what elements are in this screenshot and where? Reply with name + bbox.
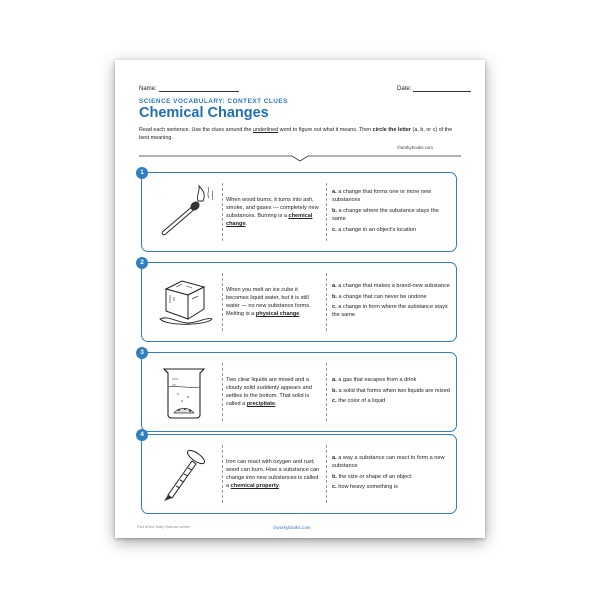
column-separator <box>326 445 327 503</box>
choice-c[interactable]: c. the color of a liquid <box>332 398 386 405</box>
choice-a[interactable]: a. a change that makes a brand-new substance <box>332 282 450 289</box>
credit-text: ©workybooks.com <box>397 145 433 150</box>
column-separator <box>222 273 223 331</box>
question-number-badge: 4 <box>136 429 148 441</box>
column-separator <box>326 273 327 331</box>
question-number-badge: 2 <box>136 257 148 269</box>
question-passage: When you melt an ice cube it becomes liquid water, but it is still water — no new substance forms. Melting is a physical change. <box>226 286 311 318</box>
name-label: Name: <box>139 86 157 92</box>
choice-b[interactable]: b. the size or shape of an object <box>332 473 412 480</box>
choice-c[interactable]: c. a change in an object's location <box>332 226 417 233</box>
vocabulary-term: precipitate <box>246 401 276 408</box>
footer-credit-link[interactable]: ©workybooks.com <box>273 525 311 530</box>
question-card-3 <box>140 349 457 432</box>
answer-choices <box>332 263 450 341</box>
underlined-word: underlined <box>252 127 279 133</box>
choice-c[interactable]: c. a change in form where the substance stays the same <box>332 304 448 319</box>
column-separator <box>326 363 327 421</box>
vocabulary-term: chemical change <box>226 213 313 228</box>
answer-choices <box>332 435 450 513</box>
section-divider <box>139 154 461 162</box>
question-card-1 <box>140 169 457 252</box>
question-passage: When wood burns, it turns into ash, smoke, and gases — completely new substances. Burning is a chemical change. <box>226 196 319 228</box>
choice-a[interactable]: a. a change that forms one or more new substances <box>332 188 432 203</box>
instructions: Read each sentence. Use the clues around the underlined word to figure out what it means. Then circle the letter (a, b, or c) of the best meaning. <box>139 127 453 141</box>
question-card-4 <box>140 431 457 514</box>
column-separator <box>222 363 223 421</box>
worksheet-page <box>115 60 485 538</box>
date-label: Date: <box>397 86 412 92</box>
subject-kicker: SCIENCE VOCABULARY: CONTEXT CLUES <box>139 98 288 105</box>
beaker-precipitate-icon <box>152 361 218 423</box>
name-field[interactable] <box>139 85 239 92</box>
instruction-emphasis: circle the letter <box>372 127 412 133</box>
question-number-badge: 1 <box>136 167 148 179</box>
question-card-2 <box>140 259 457 342</box>
answer-choices <box>332 353 450 431</box>
column-separator <box>326 183 327 241</box>
page-title: Chemical Changes <box>139 105 269 121</box>
burning-match-icon <box>152 181 218 243</box>
footer-series-note: Part of the Daily Science series <box>137 525 190 529</box>
answer-choices <box>332 173 450 251</box>
choice-a[interactable]: a. a way a substance can react to form a new substance <box>332 454 445 470</box>
question-passage: Two clear liquids are mixed and a cloudy solid suddenly appears and settles to the bottom. That solid is called a precipitate. <box>226 376 312 408</box>
column-separator <box>222 445 223 503</box>
question-passage: Iron can react with oxygen and rust; wood can burn. How a substance can change into new substances is called a chemical property. <box>226 458 320 490</box>
choice-b[interactable]: b. a change where the substance stays the same <box>332 207 439 222</box>
choice-a[interactable]: a. a gas that escapes from a drink <box>332 376 417 383</box>
vocabulary-term: physical change <box>255 311 300 318</box>
question-number-badge: 3 <box>136 347 148 359</box>
rusty-nail-icon <box>152 443 218 505</box>
choice-b[interactable]: b. a change that can never be undone <box>332 293 427 300</box>
date-field[interactable] <box>397 85 471 92</box>
vocabulary-term: chemical property <box>230 483 279 490</box>
choice-c[interactable]: c. how heavy something is <box>332 484 398 491</box>
choice-b[interactable]: b. a solid that forms when two liquids are mixed <box>332 387 450 394</box>
date-line[interactable] <box>413 85 471 92</box>
name-line[interactable] <box>159 85 239 92</box>
melting-ice-cube-icon <box>152 271 218 333</box>
column-separator <box>222 183 223 241</box>
